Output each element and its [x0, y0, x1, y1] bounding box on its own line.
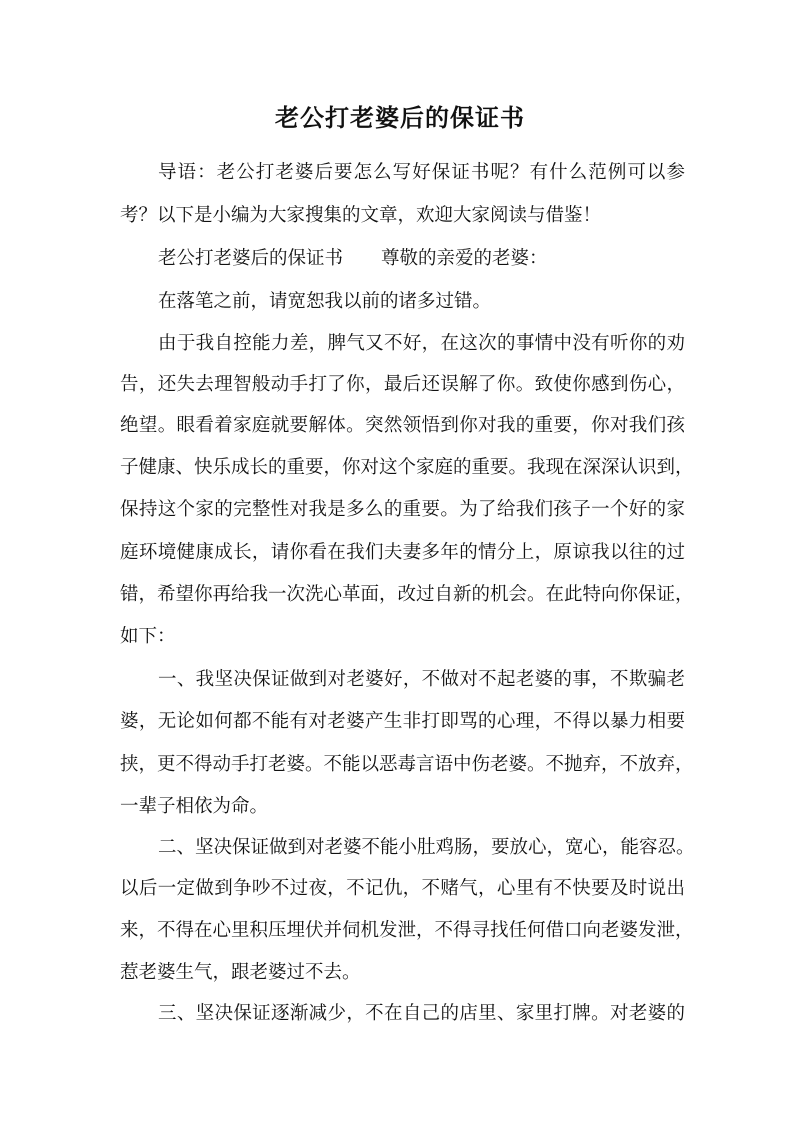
paragraph-line: 保持这个家的完整性对我是多么的重要。为了给我们孩子一个好的家 — [120, 499, 685, 520]
paragraph-line: 三、坚决保证逐渐减少，不在自己的店里、家里打牌。对老婆的 — [158, 1003, 685, 1024]
paragraph-line: 导语：老公打老婆后要怎么写好保证书呢？有什么范例可以参 — [158, 162, 685, 183]
paragraph-line: 错，希望你再给我一次洗心革面，改过自新的机会。在此特向你保证， — [120, 584, 694, 605]
paragraph-line: 庭环境健康成长，请你看在我们夫妻多年的情分上，原谅我以往的过 — [120, 542, 685, 563]
paragraph-line: 以后一定做到争吵不过夜，不记仇，不赌气，心里有不快要及时说出 — [120, 878, 685, 899]
document-title: 老公打老婆后的保证书 — [275, 103, 525, 132]
paragraph-line: 绝望。眼看着家庭就要解体。突然领悟到你对我的重要，你对我们孩 — [120, 415, 685, 436]
paragraph-line: 在落笔之前，请宽恕我以前的诸多过错。 — [158, 291, 492, 312]
paragraph-line: 子健康、快乐成长的重要，你对这个家庭的重要。我现在深深认识到， — [120, 457, 694, 478]
salutation: 尊敬的亲爱的老婆： — [381, 248, 548, 269]
paragraph-line: 惹老婆生气，跟老婆过不去。 — [120, 962, 361, 983]
paragraph-line: 由于我自控能力差，脾气又不好，在这次的事情中没有听你的劝 — [158, 333, 685, 354]
paragraph-line: 告，还失去理智般动手打了你，最后还误解了你。致使你感到伤心， — [120, 374, 685, 395]
paragraph-line — [158, 244, 685, 274]
paragraph-line: 二、坚决保证做到对老婆不能小肚鸡肠，要放心，宽心，能容忍。 — [158, 837, 695, 858]
paragraph-line: 一、我坚决保证做到对老婆好，不做对不起老婆的事，不欺骗老 — [158, 669, 685, 690]
paragraph-line: 一辈子相依为命。 — [120, 796, 269, 817]
paragraph-line: 挟，更不得动手打老婆。不能以恶毒言语中伤老婆。不抛弃，不放弃， — [120, 754, 694, 775]
paragraph-line: 如下： — [120, 626, 176, 647]
paragraph-line: 婆，无论如何都不能有对老婆产生非打即骂的心理，不得以暴力相要 — [120, 711, 685, 732]
letter-heading: 老公打老婆后的保证书 — [158, 248, 344, 269]
paragraph-line: 来，不得在心里积压埋伏并伺机发泄，不得寻找任何借口向老婆发泄， — [120, 920, 694, 941]
paragraph-line: 考？以下是小编为大家搜集的文章，欢迎大家阅读与借鉴！ — [120, 205, 602, 226]
